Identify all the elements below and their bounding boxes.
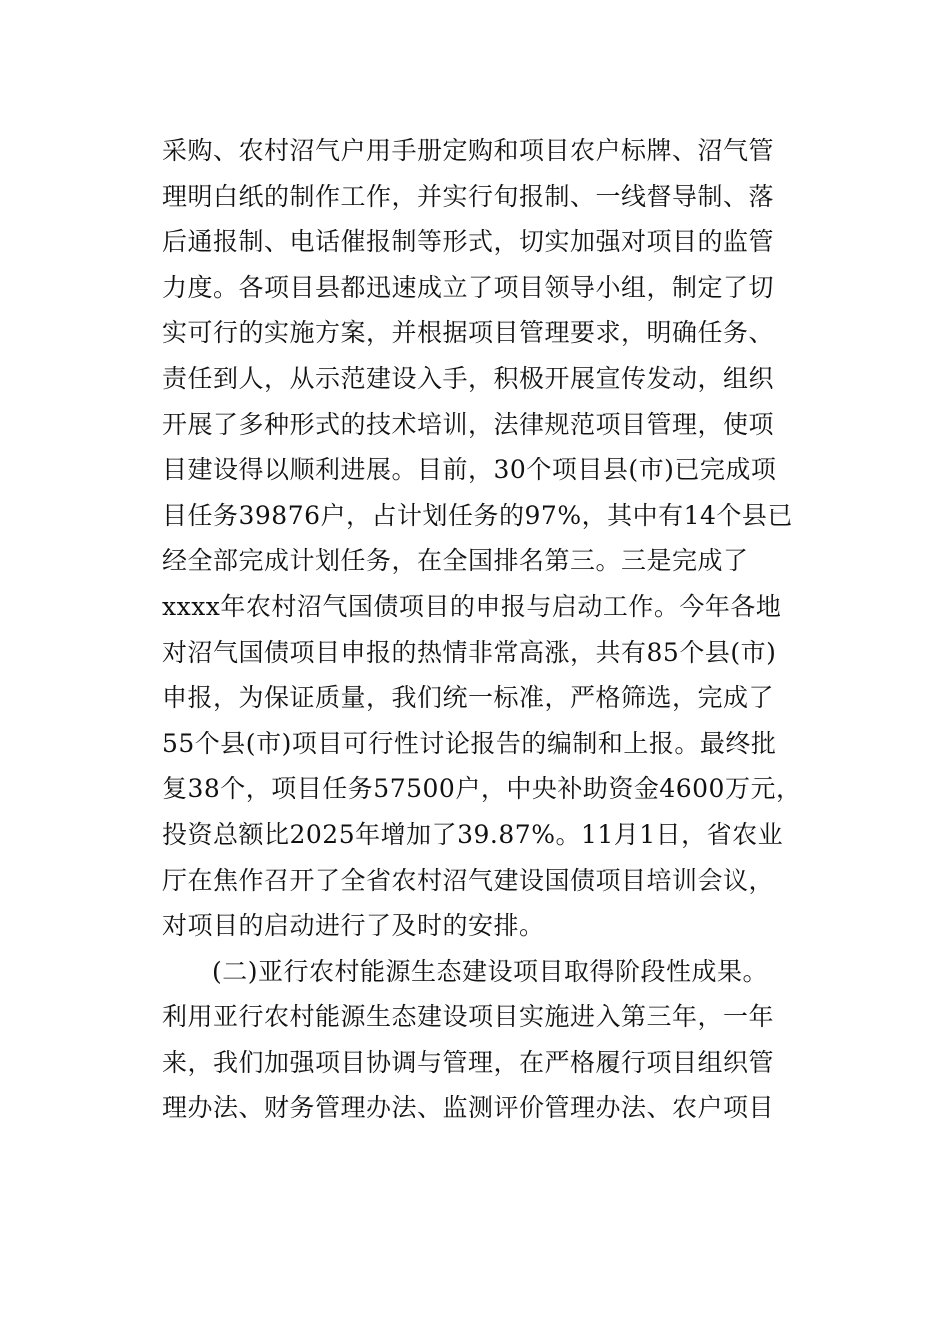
text-line: 经全部完成计划任务，在全国排名第三。三是完成了 <box>162 546 749 576</box>
text-line: 利用亚行农村能源生态建设项目实施进入第三年，一年 <box>162 1002 775 1032</box>
text-line: 理办法、财务管理办法、监测评价管理办法、农户项目 <box>162 1093 775 1123</box>
text-line: xxxx年农村沼气国债项目的申报与启动工作。今年各地 <box>162 591 782 621</box>
text-line: 开展了多种形式的技术培训，法律规范项目管理，使项 <box>162 409 775 439</box>
text-line: 对沼气国债项目申报的热情非常高涨，共有85个县(市) <box>162 637 777 667</box>
document-body <box>162 128 802 1131</box>
text-line: 来，我们加强项目协调与管理，在严格履行项目组织管 <box>162 1047 775 1077</box>
text-line: 采购、农村沼气户用手册定购和项目农户标牌、沼气管 <box>162 136 775 165</box>
text-line: 责任到人，从示范建设入手，积极开展宣传发动，组织 <box>162 363 775 393</box>
text-line: 力度。各项目县都迅速成立了项目领导小组，制定了切 <box>162 272 775 302</box>
text-line: 目建设得以顺利进展。目前，30个项目县(市)已完成项 <box>162 455 777 485</box>
text-line: 投资总额比2025年增加了39.87%。11月1日，省农业 <box>162 819 784 849</box>
text-line: 厅在焦作召开了全省农村沼气建设国债项目培训会议， <box>162 865 775 895</box>
text-line: 实可行的实施方案，并根据项目管理要求，明确任务、 <box>162 318 775 348</box>
text-line: 理明白纸的制作工作，并实行旬报制、一线督导制、落 <box>162 181 775 211</box>
text-line: 55个县(市)项目可行性讨论报告的编制和上报。最终批 <box>162 728 777 758</box>
text-line: 申报，为保证质量，我们统一标准，严格筛选，完成了 <box>162 683 775 713</box>
section-heading-line: (二)亚行农村能源生态建设项目取得阶段性成果。 <box>212 956 769 986</box>
text-line: 目任务39876户，占计划任务的97%，其中有14个县已 <box>162 500 793 530</box>
text-line: 后通报制、电话催报制等形式，切实加强对项目的监管 <box>162 227 775 257</box>
text-line: 对项目的启动进行了及时的安排。 <box>162 911 545 941</box>
text-line: 复38个，项目任务57500户，中央补助资金4600万元， <box>162 774 802 804</box>
